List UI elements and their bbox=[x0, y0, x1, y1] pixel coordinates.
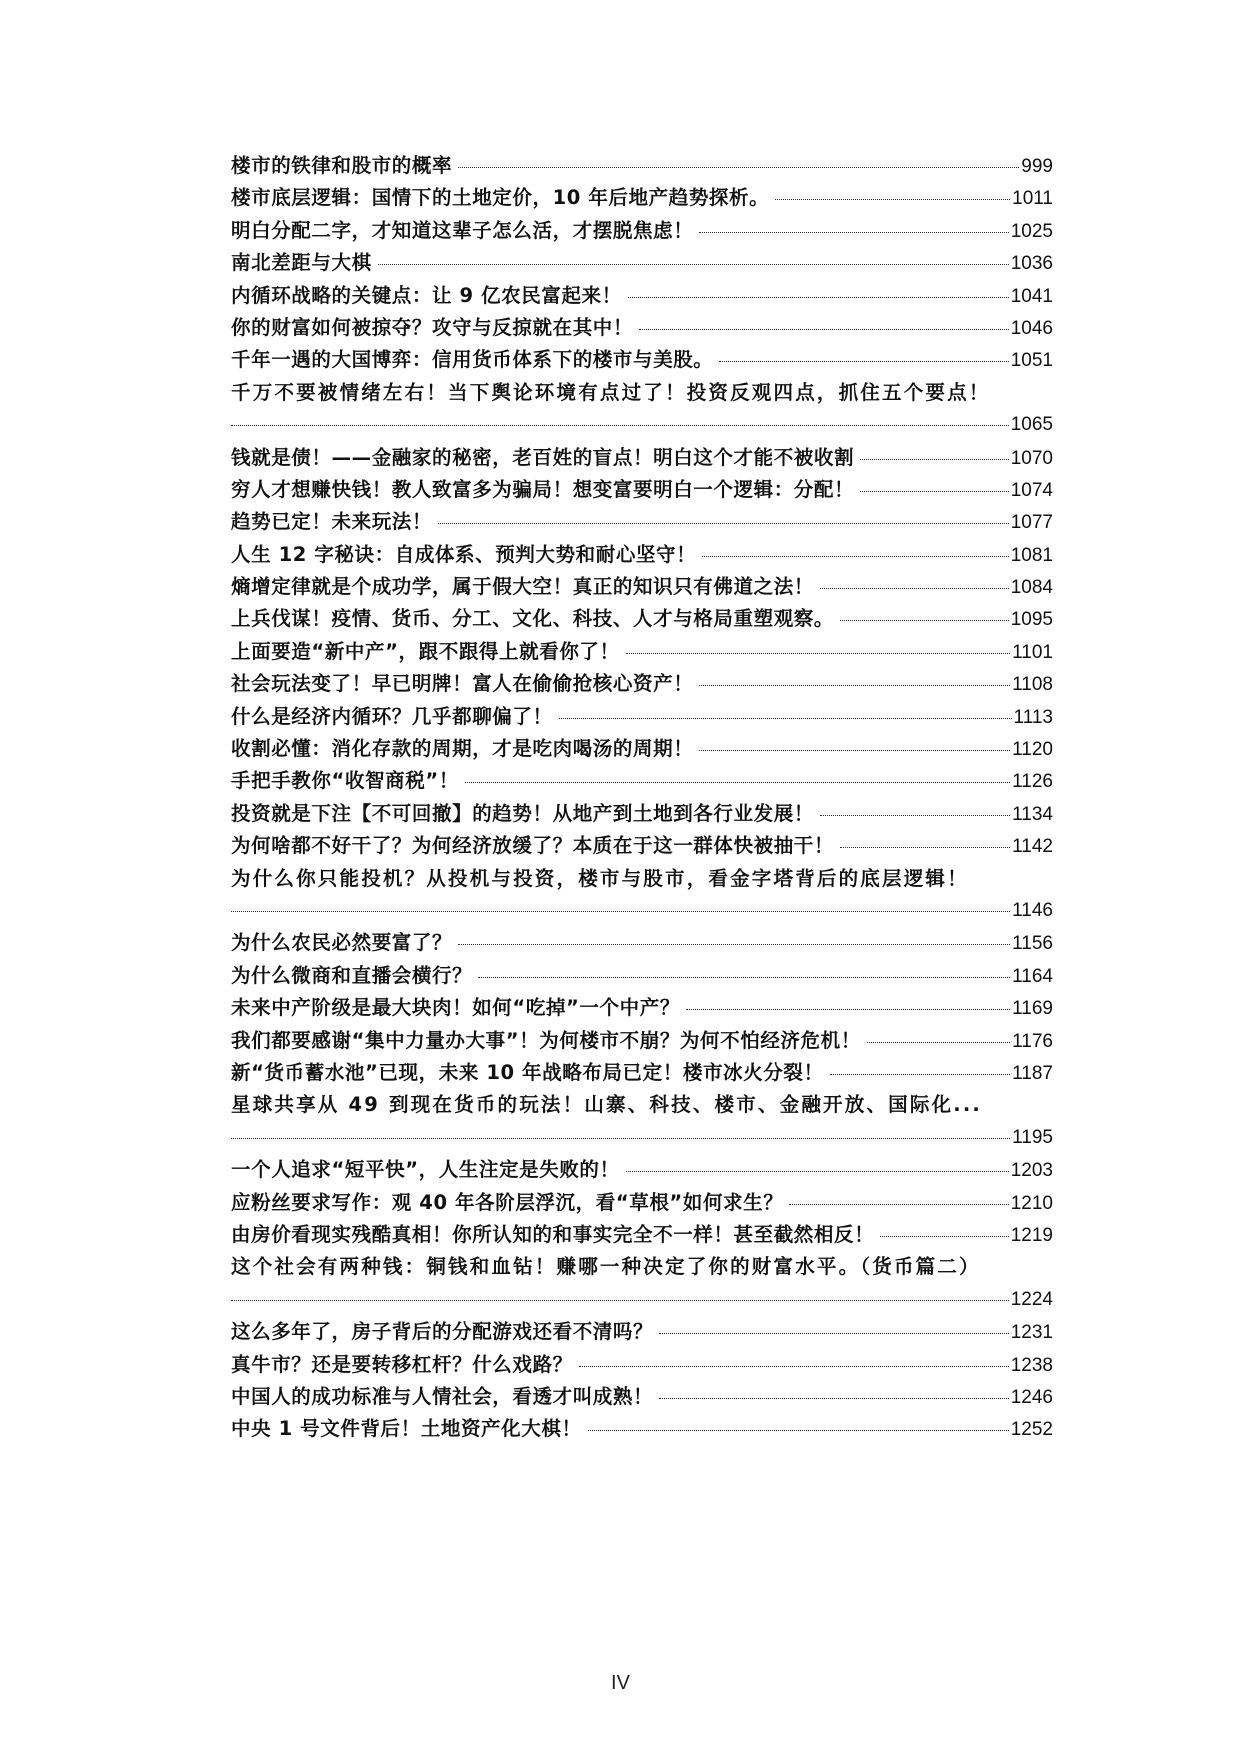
dot-leader bbox=[231, 911, 1010, 912]
toc-entry-page: 1176 bbox=[1012, 1030, 1053, 1052]
toc-entry-page: 1169 bbox=[1012, 998, 1053, 1020]
dot-leader bbox=[231, 1138, 1010, 1139]
toc-entry-title: 内循环战略的关键点：让 9 亿农民富起来！ bbox=[231, 283, 622, 307]
toc-entry[interactable] bbox=[231, 636, 1053, 668]
toc-entry-page: 1051 bbox=[1010, 350, 1053, 372]
toc-entry-title: 千年一遇的大国博弈：信用货币体系下的楼市与美股。 bbox=[231, 348, 714, 372]
dot-leader bbox=[686, 1009, 1010, 1010]
toc-entry-title: 未来中产阶级是最大块肉！如何“吃掉”一个中产？ bbox=[231, 996, 680, 1020]
toc-entry[interactable] bbox=[231, 1219, 1053, 1251]
toc-entry-page: 1146 bbox=[1012, 900, 1053, 921]
dot-leader bbox=[867, 1042, 1010, 1043]
toc-entry-page: 1231 bbox=[1010, 1322, 1053, 1344]
dot-leader bbox=[378, 264, 1009, 265]
dot-leader bbox=[840, 620, 1009, 621]
toc-entry-page: 1210 bbox=[1010, 1192, 1053, 1214]
toc-entry-page: 1120 bbox=[1012, 739, 1053, 761]
toc-entry-page: 1203 bbox=[1010, 1160, 1053, 1182]
toc-entry-page: 1084 bbox=[1010, 577, 1053, 599]
toc-entry-title: 由房价看现实残酷真相！你所认知的和事实完全不一样！甚至截然相反！ bbox=[231, 1222, 875, 1246]
toc-entry-title: 真牛市？还是要转移杠杆？什么戏路？ bbox=[231, 1352, 573, 1376]
toc-entry-title: 明白分配二字，才知道这辈子怎么活，才摆脱焦虑！ bbox=[231, 218, 694, 242]
toc-entry-page: 1095 bbox=[1010, 609, 1053, 631]
toc-entry-page: 1142 bbox=[1012, 836, 1053, 858]
toc-entry[interactable] bbox=[231, 1381, 1053, 1413]
toc-entry[interactable] bbox=[231, 1025, 1053, 1057]
toc-entry-title: 千万不要被情绪左右！当下舆论环境有点过了！投资反观四点，抓住五个要点！ bbox=[231, 380, 991, 404]
toc-entry[interactable] bbox=[231, 1316, 1053, 1348]
toc-entry[interactable] bbox=[231, 733, 1053, 765]
dot-leader bbox=[231, 425, 1009, 426]
toc-entry[interactable] bbox=[231, 1349, 1053, 1381]
dot-leader bbox=[639, 329, 1009, 330]
toc-entry[interactable] bbox=[231, 798, 1053, 830]
toc-entry[interactable] bbox=[231, 215, 1053, 247]
dot-leader bbox=[579, 1366, 1009, 1367]
toc-entry-title: 手把手教你“收智商税”！ bbox=[231, 769, 459, 793]
toc-entry-title: 上面要造“新中产”，跟不跟得上就看你了！ bbox=[231, 639, 620, 663]
toc-entry-title: 楼市的铁律和股市的概率 bbox=[231, 154, 453, 177]
dot-leader bbox=[699, 685, 1010, 686]
toc-entry-title: 这么多年了，房子背后的分配游戏还看不清吗？ bbox=[231, 1320, 654, 1344]
dot-leader bbox=[628, 297, 1009, 298]
toc-entry[interactable] bbox=[231, 571, 1053, 603]
toc-entry-title: 你的财富如何被掠夺？攻守与反掠就在其中！ bbox=[231, 315, 634, 339]
toc-entry-title: 楼市底层逻辑：国情下的土地定价，10 年后地产趋势探析。 bbox=[231, 186, 770, 210]
toc-entry[interactable] bbox=[231, 344, 1053, 376]
toc-entry-page: 1164 bbox=[1012, 965, 1053, 987]
toc-entry[interactable] bbox=[231, 280, 1053, 312]
toc-entry-title: 新“货币蓄水池”已现，未来 10 年战略布局已定！楼市冰火分裂！ bbox=[231, 1060, 824, 1084]
toc-entry[interactable] bbox=[231, 474, 1053, 506]
toc-entry[interactable] bbox=[231, 830, 1053, 862]
dot-leader bbox=[830, 1074, 1011, 1075]
dot-leader bbox=[465, 782, 1010, 783]
toc-entry[interactable] bbox=[231, 182, 1053, 214]
toc-entry-page: 1156 bbox=[1012, 933, 1053, 955]
dot-leader bbox=[559, 718, 1012, 719]
toc-entry[interactable] bbox=[231, 992, 1053, 1024]
toc-entry-page: 1070 bbox=[1010, 447, 1053, 469]
toc-entry[interactable] bbox=[231, 668, 1053, 700]
toc-entry-page: 1025 bbox=[1010, 220, 1053, 242]
toc-entry[interactable] bbox=[231, 1413, 1053, 1445]
toc-entry-page: 1252 bbox=[1010, 1419, 1053, 1441]
toc-entry-title: 我们都要感谢“集中力量办大事”！为何楼市不崩？为何不怕经济危机！ bbox=[231, 1028, 861, 1052]
toc-entry-title: 为什么你只能投机？从投机与投资，楼市与股市，看金字塔背后的底层逻辑！ bbox=[231, 866, 969, 890]
toc-entry-page: 1041 bbox=[1010, 285, 1053, 307]
toc-entry-page: 1074 bbox=[1010, 479, 1053, 501]
page-number: IV bbox=[611, 1672, 630, 1694]
toc-entry[interactable] bbox=[231, 863, 1053, 928]
toc-entry[interactable] bbox=[231, 1154, 1053, 1186]
toc-entry-title: 人生 12 字秘诀：自成体系、预判大势和耐心坚守！ bbox=[231, 542, 697, 566]
dot-leader bbox=[231, 1300, 1009, 1301]
toc-entry-page: 1195 bbox=[1012, 1126, 1053, 1148]
toc-entry-page: 1126 bbox=[1012, 771, 1053, 793]
toc-entry-page: 1081 bbox=[1010, 544, 1053, 566]
dot-leader bbox=[626, 1171, 1009, 1172]
dot-leader bbox=[699, 750, 1010, 751]
toc-entry-title: 星球共享从 49 到现在货币的玩法！山寨、科技、楼市、金融开放、国际化... bbox=[231, 1093, 983, 1117]
toc-entry-title: 为什么农民必然要富了？ bbox=[231, 931, 453, 955]
toc-entry-page: 1101 bbox=[1012, 641, 1053, 663]
dot-leader bbox=[860, 459, 1009, 460]
toc-entry-title: 投资就是下注【不可回撤】的趋势！从地产到土地到各行业发展！ bbox=[231, 801, 814, 825]
toc-entry[interactable] bbox=[231, 506, 1053, 538]
toc-entry-title: 为什么微商和直播会横行？ bbox=[231, 963, 473, 987]
toc-entry-page: 1224 bbox=[1010, 1288, 1053, 1310]
toc-entry[interactable] bbox=[231, 927, 1053, 959]
toc-entry-title: 熵增定律就是个成功学，属于假大空！真正的知识只有佛道之法！ bbox=[231, 575, 814, 599]
toc-entry-title: 趋势已定！未来玩法！ bbox=[231, 510, 433, 534]
toc-entry-title: 这个社会有两种钱：铜钱和血钻！赚哪一种决定了你的财富水平。（货币篇二） bbox=[231, 1255, 981, 1279]
toc-entry-title: 为何啥都不好干了？为何经济放缓了？本质在于这一群体快被抽干！ bbox=[231, 834, 835, 858]
dot-leader bbox=[860, 491, 1009, 492]
toc-entry-page: 1108 bbox=[1012, 674, 1053, 696]
dot-leader bbox=[789, 1204, 1008, 1205]
toc-entry-title: 钱就是债！——金融家的秘密，老百姓的盲点！明白这个才能不被收割 bbox=[231, 445, 855, 469]
dot-leader bbox=[719, 361, 1008, 362]
dot-leader bbox=[478, 977, 1010, 978]
toc-entry-title: 应粉丝要求写作：观 40 年各阶层浮沉，看“草根”如何求生？ bbox=[231, 1190, 784, 1214]
toc-entry-page: 1077 bbox=[1010, 512, 1053, 534]
dot-leader bbox=[438, 523, 1009, 524]
dot-leader bbox=[588, 1430, 1009, 1431]
toc-entry-page: 1113 bbox=[1013, 706, 1053, 728]
toc-entry-page: 1238 bbox=[1010, 1354, 1053, 1376]
toc-entry-title: 南北差距与大棋 bbox=[231, 251, 372, 275]
toc-entry[interactable] bbox=[231, 150, 1053, 182]
dot-leader bbox=[702, 556, 1009, 557]
toc-entry[interactable] bbox=[231, 377, 1053, 442]
toc-entry-title: 收割必懂：消化存款的周期，才是吃肉喝汤的周期！ bbox=[231, 737, 694, 761]
dot-leader bbox=[458, 944, 1010, 945]
toc-entry-page: 999 bbox=[1021, 156, 1053, 177]
toc-entry-page: 1011 bbox=[1012, 188, 1053, 210]
toc-entry[interactable] bbox=[231, 1251, 1053, 1316]
toc-entry[interactable] bbox=[231, 247, 1053, 279]
toc-entry-title: 一个人追求“短平快”，人生注定是失败的！ bbox=[231, 1158, 620, 1182]
toc-entry-title: 穷人才想赚快钱！教人致富多为骗局！想变富要明白一个逻辑：分配！ bbox=[231, 477, 855, 501]
toc-entry[interactable] bbox=[231, 1057, 1053, 1089]
toc-entry-page: 1046 bbox=[1010, 317, 1053, 339]
toc-entry-title: 中央 1 号文件背后！土地资产化大棋！ bbox=[231, 1417, 582, 1441]
dot-leader bbox=[840, 847, 1010, 848]
toc-entry-page: 1187 bbox=[1012, 1062, 1053, 1084]
toc-entry[interactable] bbox=[231, 312, 1053, 344]
toc-entry[interactable] bbox=[231, 442, 1053, 474]
table-of-contents bbox=[231, 150, 1053, 1446]
toc-entry[interactable] bbox=[231, 1089, 1053, 1154]
toc-entry-title: 上兵伐谋！疫情、货币、分工、文化、科技、人才与格局重塑观察。 bbox=[231, 607, 835, 631]
dot-leader bbox=[820, 815, 1010, 816]
toc-entry-title: 中国人的成功标准与人情社会，看透才叫成熟！ bbox=[231, 1384, 654, 1408]
toc-entry[interactable] bbox=[231, 960, 1053, 992]
dot-leader bbox=[458, 167, 1019, 168]
toc-entry[interactable] bbox=[231, 539, 1053, 571]
toc-entry-page: 1065 bbox=[1010, 414, 1053, 436]
toc-entry-page: 1036 bbox=[1010, 253, 1053, 275]
toc-entry[interactable] bbox=[231, 1187, 1053, 1219]
dot-leader bbox=[626, 653, 1011, 654]
dot-leader bbox=[659, 1333, 1009, 1334]
toc-entry-title: 什么是经济内循环？几乎都聊偏了！ bbox=[231, 704, 553, 728]
dot-leader bbox=[820, 588, 1009, 589]
dot-leader bbox=[699, 232, 1008, 233]
dot-leader bbox=[659, 1398, 1009, 1399]
toc-entry[interactable] bbox=[231, 603, 1053, 635]
toc-entry-page: 1134 bbox=[1012, 803, 1053, 825]
toc-entry[interactable] bbox=[231, 701, 1053, 733]
dot-leader bbox=[775, 199, 1010, 200]
toc-entry[interactable] bbox=[231, 765, 1053, 797]
toc-entry-title: 社会玩法变了！早已明牌！富人在偷偷抢核心资产！ bbox=[231, 672, 694, 696]
toc-entry-page: 1219 bbox=[1010, 1224, 1053, 1246]
toc-entry-page: 1246 bbox=[1010, 1386, 1053, 1408]
dot-leader bbox=[880, 1236, 1009, 1237]
